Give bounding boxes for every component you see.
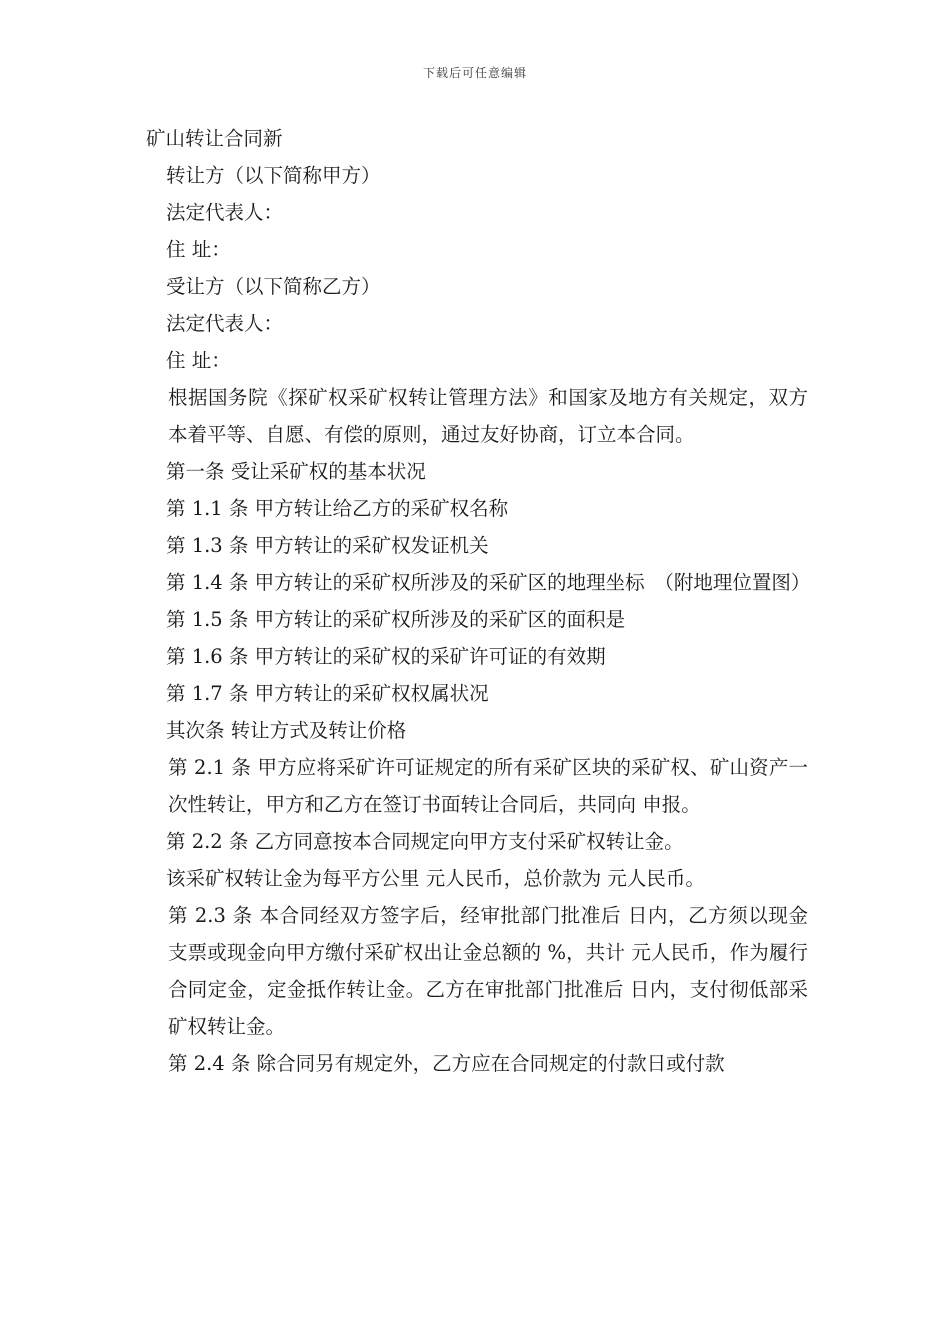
article-2-heading: 其次条 转让方式及转让价格 (166, 719, 407, 742)
clause-2-3: 第 2.3 条 本合同经双方签字后，经审批部门批准后 日内，乙方须以现金支票或现金向甲方缴付采矿权出让金总额的 %，共计 元人民币，作为履行合同定金，定金抵作转让金。乙方在审批部门批准后 日内，支付彻低部采矿权转让金。 (168, 904, 808, 1038)
clause-1-4: 第 1.4 条 甲方转让的采矿权所涉及的采矿区的地理坐标 （附地理位置图） (166, 571, 811, 594)
page-header: 下载后可任意编辑 (422, 66, 527, 80)
document-title: 矿山转让合同新 (146, 127, 283, 150)
article-1-heading: 第一条 受让采矿权的基本状况 (166, 460, 426, 483)
party-a-label: 转让方（以下简称甲方） (166, 164, 381, 187)
clause-2-2: 第 2.2 条 乙方同意按本合同规定向甲方支付采矿权转让金。 (166, 830, 684, 853)
party-b-legal-rep: 法定代表人： (166, 312, 284, 335)
party-b-address: 住 址： (166, 349, 231, 372)
document-body (146, 120, 811, 1082)
clause-1-5: 第 1.5 条 甲方转让的采矿权所涉及的采矿区的面积是 (166, 608, 626, 631)
clause-1-6: 第 1.6 条 甲方转让的采矿权的采矿许可证的有效期 (166, 645, 606, 668)
party-b-label: 受让方（以下简称乙方） (166, 275, 381, 298)
clause-1-7: 第 1.7 条 甲方转让的采矿权权属状况 (166, 682, 489, 705)
clause-2-1: 第 2.1 条 甲方应将采矿许可证规定的所有采矿区块的采矿权、矿山资产一次性转让，甲方和乙方在签订书面转让合同后，共同向 申报。 (168, 756, 808, 816)
party-a-address: 住 址： (166, 238, 231, 261)
clause-2-2-price: 该采矿权转让金为每平方公里 元人民币，总价款为 元人民币。 (166, 867, 705, 890)
clause-1-1: 第 1.1 条 甲方转让给乙方的采矿权名称 (166, 497, 509, 520)
party-a-legal-rep: 法定代表人： (166, 201, 284, 224)
preamble-paragraph: 根据国务院《探矿权采矿权转让管理方法》和国家及地方有关规定，双方本着平等、自愿、有偿的原则，通过友好协商，订立本合同。 (168, 386, 808, 446)
clause-2-4: 第 2.4 条 除合同另有规定外，乙方应在合同规定的付款日或付款 (168, 1052, 725, 1075)
clause-1-3: 第 1.3 条 甲方转让的采矿权发证机关 (166, 534, 489, 557)
